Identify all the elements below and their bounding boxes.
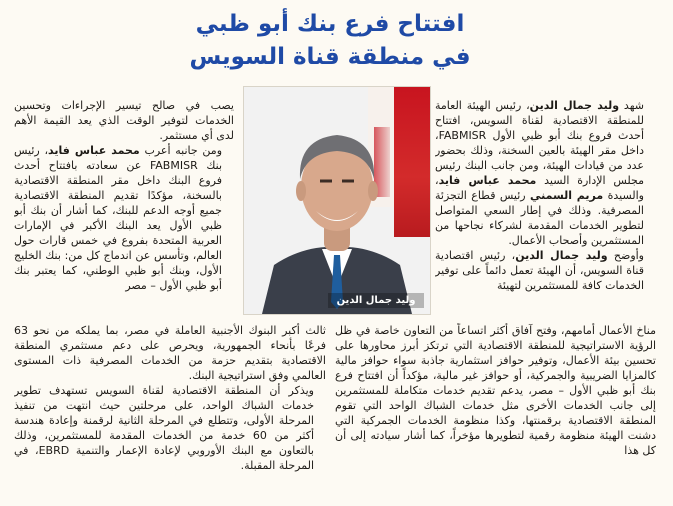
text-run: ، رئيس الهيئة العامة للمنطقة الاقتصادية لقناة السويس، افتتاح أحدث فروع بنك أبو ظبي الأول FABMISR، داخل مقر الهيئة بالعين السخنة، وذلك بحضور عدد من قيادات الهيئة، ومن جانب البنك رئيس مجلس الإدارة السيد <box>435 99 644 187</box>
paragraph <box>435 248 656 293</box>
paragraph <box>14 143 234 293</box>
text-run: رئيس قطاع التجزئة المصرفية. وذلك في إطار السعي المتواصل لتطوير الخدمات المقدمة لشركاء نجاحها من المستثمرين وأصحاب الأعمال. <box>435 189 644 247</box>
portrait-illustration <box>244 87 430 314</box>
article-column-right <box>435 98 656 328</box>
person-name: وليد جمال الدين <box>529 99 620 112</box>
person-name: وليد جمال الدين <box>515 249 608 262</box>
paragraph: ويذكر أن المنطقة الاقتصادية لقناة السويس تستهدف تطوير خدمات الشباك الواحد، على مرحلتين حيث انتهت من تنفيذ المرحلة الأولى، وتتطلع في المرحلة الثانية لرقمنة وإعادة هندسة أكثر من 60 خدمة من الخدمات المقدمة للمستثمرين، وذلك بالتعاون مع البنك الأوروبي لإعادة الإعمار والتنمية EBRD، في المرحلة المقبلة. <box>14 384 314 472</box>
article-column-bottom <box>14 323 656 503</box>
text-run: ومن جانبه أعرب <box>139 144 223 157</box>
text-run: ، رئيس اقتصادية قناة السويس، أن الهيئة تعمل دائماً على توفير الخدمات كافة للمستثمرين لتهيئة <box>435 249 644 292</box>
bottom-left-text <box>14 323 326 473</box>
article-headline <box>165 8 495 74</box>
paragraph: يصب في صالح تيسير الإجراءات وتحسين الخدمات لتوفير الوقت الذي يعد القيمة الأهم لدى أي مستثمر. <box>14 99 234 142</box>
paragraph: ثالث أكبر البنوك الأجنبية العاملة في مصر، بما يملكه من نحو 63 فرعًا بأنحاء الجمهورية، ويحرص على دعم مستثمري المنطقة الاقتصادية بتقديم حزمة من الخدمات المصرفية ذات المستوى العالمي وفق استراتيجية البنك. <box>14 324 326 382</box>
headline-line-1: افتتاح فرع بنك أبو ظبي <box>195 11 465 37</box>
text-run: ، والسيدة <box>435 174 644 202</box>
article-column-left <box>14 98 234 328</box>
text-run: ، رئيس بنك FABMISR عن سعادته بافتتاح أحدث فروع البنك داخل مقر المنطقة الاقتصادية بالسخنة، مؤكدًا تقديم المنطقة الاقتصادية جميع أوجه الدعم للبنك، كما أشار أن بنك أبو ظبي الأول يعد البنك الأكبر في الإمارات العربية المتحدة بفروع في خمس قارات حول العالم، وتأسس عن اندماج كل من: بنك الخليج الأول، وبنك أبو ظبي الوطني، كما يعتبر بنك أبو ظبي الأول – مصر <box>14 144 223 292</box>
bottom-right-text <box>335 323 656 458</box>
paragraph <box>435 98 656 248</box>
text-run: وأوضح <box>607 249 644 262</box>
person-name: محمد عباس فايد <box>48 144 140 157</box>
text-run: شهد <box>619 99 644 112</box>
article-photo <box>243 86 431 315</box>
headline-line-2: في منطقة قناة السويس <box>189 44 471 70</box>
person-name: مريم السمني <box>529 189 604 202</box>
person-name: محمد عباس فايد <box>438 174 537 187</box>
paragraph: مناخ الأعمال أمامهم، وفتح آفاق أكثر اتساعاً من التعاون خاصة في ظل الرؤية الاستراتيجية للمنطقة الاقتصادية التي ترتكز أبرز محاورها على تحسين بيئة الأعمال، وتوفير حوافز استثمارية جاذبة سواء حوافز مالية كالمزايا الضريبية والجمركية، أو حوافز غير مالية، مؤكداً أن افتتاح فرع بنك أبو ظبي الأول – مصر، يدعم تقديم خدمات متكاملة للمستثمرين إلى جانب الخدمات الأخرى مثل خدمات الشباك الواحد التي تقوم المنطقة الاقتصادية برقمنتها، وكذا منظومة الخدمات الجمركية التي دشنت الهيئة منظومة رقمية لتطويرها مؤخراً، كما أشار سيادته إلى أن كل هذا <box>335 324 656 457</box>
photo-caption: وليد جمال الدين <box>328 293 424 308</box>
